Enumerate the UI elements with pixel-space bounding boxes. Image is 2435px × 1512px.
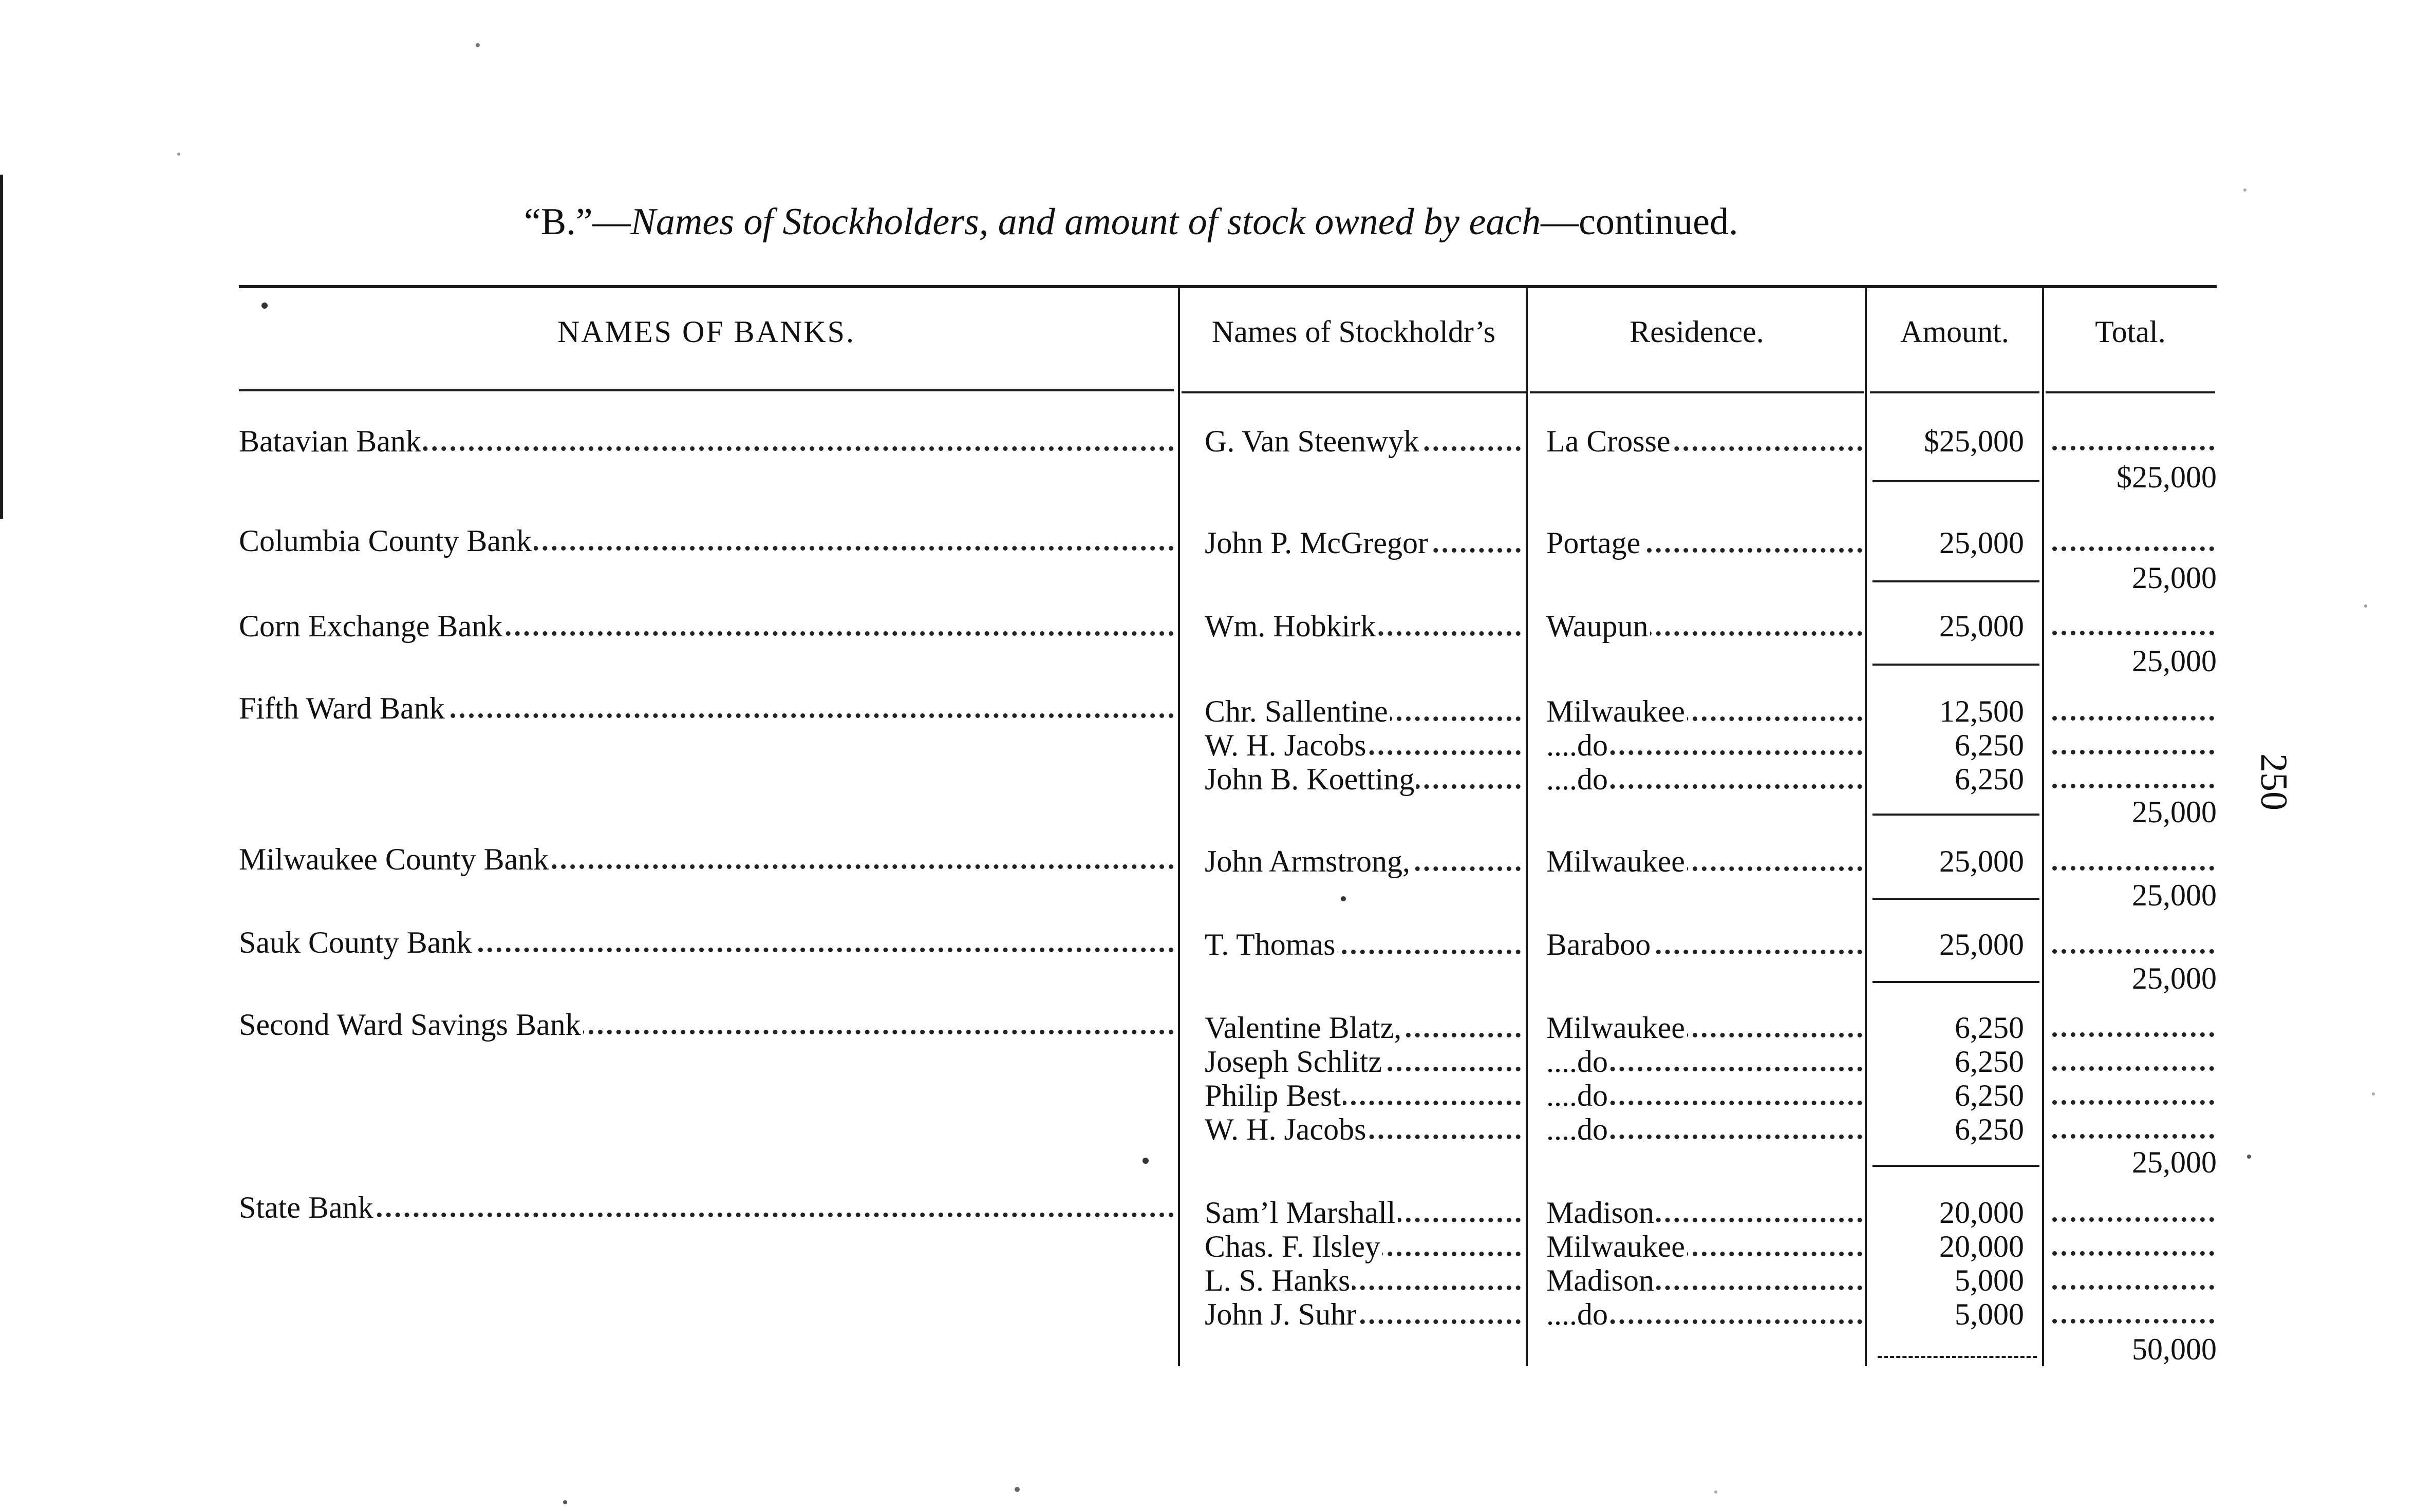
bank-name: State Bank [239,1190,376,1224]
residence-name: Milwaukee [1546,844,1687,878]
title-suffix: —continued. [1541,201,1738,243]
amount-cell: 6,250 [1955,728,2024,762]
amount-cell: 6,250 [1955,1079,2024,1112]
holder-name: Wm. Hobkirk [1205,609,1378,643]
amount-cell: 25,000 [1939,609,2024,643]
amount-cell: 6,250 [1955,762,2024,796]
holder-name: L. S. Hanks [1205,1263,1352,1297]
holder-name: T. Thomas [1205,928,1337,961]
header-amount: Amount. [1900,315,2009,349]
amount-cell: 25,000 [1939,526,2024,560]
residence-name: Baraboo [1546,928,1653,961]
page-number: 250 [2253,753,2295,810]
bank-name: Fifth Ward Bank [239,691,447,725]
residence-name: Waupun [1546,609,1650,643]
holder-name: John J. Suhr [1205,1297,1358,1331]
bank-total: 25,000 [2132,795,2217,829]
bank-total: $25,000 [2116,460,2217,494]
header-total: Total. [2095,315,2166,349]
holder-name: Joseph Schlitz [1205,1045,1384,1079]
bank-name: Second Ward Savings Bank [239,1008,583,1042]
holder-name: Sam’l Marshall [1205,1196,1398,1230]
residence-name: ....do [1546,1297,1610,1331]
amount-cell: 5,000 [1955,1263,2024,1297]
residence-name: ....do [1546,1079,1610,1112]
holder-name: W. H. Jacobs [1205,728,1368,762]
residence-name: Madison [1546,1196,1656,1230]
residence-name: ....do [1546,762,1610,796]
bank-name: Sauk County Bank [239,925,474,959]
holder-name: John B. Koetting [1205,762,1416,796]
bank-total: 25,000 [2132,561,2217,595]
residence-name: Madison [1546,1263,1656,1297]
header-stockholders: Names of Stockholdr’s [1211,315,1496,349]
bank-total: 25,000 [2132,644,2217,678]
amount-cell: 6,250 [1955,1045,2024,1079]
bank-total: 50,000 [2132,1332,2217,1366]
residence-name: La Crosse [1546,424,1673,458]
amount-cell: 6,250 [1955,1112,2024,1146]
amount-cell: 20,000 [1939,1196,2024,1230]
residence-name: ....do [1546,728,1610,762]
holder-name: Chr. Sallentine [1205,694,1390,728]
bank-total: 25,000 [2132,1145,2217,1179]
bank-name: Milwaukee County Bank [239,842,551,876]
residence-name: Milwaukee [1546,694,1687,728]
residence-name: ....do [1546,1112,1610,1146]
bank-name: Batavian Bank [239,424,423,458]
holder-name: Valentine Blatz, [1205,1011,1403,1045]
holder-name: Chas. F. Ilsley [1205,1230,1382,1263]
holder-name: G. Van Steenwyk [1205,424,1421,458]
bank-name: Corn Exchange Bank [239,609,504,643]
holder-name: Philip Best [1205,1079,1343,1112]
header-banks: NAMES OF BANKS. [557,315,856,349]
holder-name: John Armstrong, [1205,844,1412,878]
header-residence: Residence. [1629,315,1764,349]
amount-cell: 5,000 [1955,1297,2024,1331]
amount-cell: 25,000 [1939,928,2024,961]
residence-name: ....do [1546,1045,1610,1079]
residence-name: Portage [1546,526,1642,560]
residence-name: Milwaukee [1546,1230,1687,1263]
holder-name: John P. McGregor [1205,526,1430,560]
amount-cell: 20,000 [1939,1230,2024,1263]
amount-cell: 12,500 [1939,694,2024,728]
amount-cell: 6,250 [1955,1011,2024,1045]
title-prefix: “B.”— [524,201,631,243]
title-italic: Names of Stockholders, and amount of stock owned by each [630,201,1541,243]
residence-name: Milwaukee [1546,1011,1687,1045]
bank-total: 25,000 [2132,878,2217,912]
bank-name: Columbia County Bank [239,524,534,558]
holder-name: W. H. Jacobs [1205,1112,1368,1146]
amount-cell: 25,000 [1939,844,2024,878]
amount-cell: $25,000 [1924,424,2024,458]
bank-total: 25,000 [2132,961,2217,995]
